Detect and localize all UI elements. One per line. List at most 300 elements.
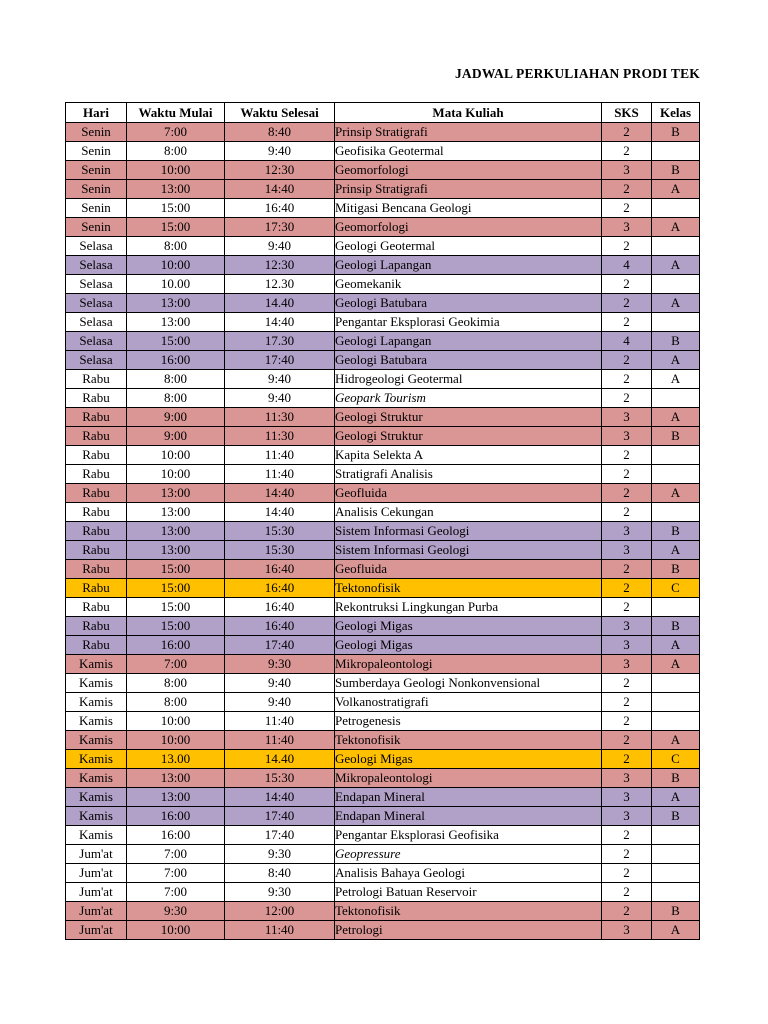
cell-hari: Kamis	[66, 826, 127, 845]
cell-sks: 3	[602, 161, 652, 180]
cell-waktu-mulai: 15:00	[127, 579, 225, 598]
cell-kelas: B	[652, 123, 700, 142]
cell-waktu-mulai: 13.00	[127, 750, 225, 769]
cell-kelas: B	[652, 522, 700, 541]
cell-hari: Kamis	[66, 731, 127, 750]
cell-mata-kuliah: Petrogenesis	[335, 712, 602, 731]
cell-mata-kuliah: Rekontruksi Lingkungan Purba	[335, 598, 602, 617]
cell-sks: 2	[602, 826, 652, 845]
table-row	[66, 617, 700, 636]
cell-waktu-mulai: 15:00	[127, 598, 225, 617]
cell-kelas	[652, 465, 700, 484]
header-kelas: Kelas	[652, 103, 700, 123]
cell-kelas: A	[652, 788, 700, 807]
cell-sks: 2	[602, 712, 652, 731]
cell-sks: 2	[602, 180, 652, 199]
cell-hari: Jum'at	[66, 883, 127, 902]
cell-waktu-selesai: 17:40	[225, 807, 335, 826]
cell-waktu-selesai: 9:40	[225, 389, 335, 408]
cell-mata-kuliah: Geologi Batubara	[335, 351, 602, 370]
table-row	[66, 712, 700, 731]
cell-waktu-selesai: 15:30	[225, 769, 335, 788]
cell-waktu-mulai: 7:00	[127, 845, 225, 864]
table-row	[66, 541, 700, 560]
cell-waktu-selesai: 11:30	[225, 427, 335, 446]
cell-hari: Rabu	[66, 541, 127, 560]
cell-waktu-selesai: 9:40	[225, 237, 335, 256]
cell-sks: 3	[602, 921, 652, 940]
cell-kelas: A	[652, 256, 700, 275]
cell-waktu-selesai: 14.40	[225, 294, 335, 313]
cell-sks: 3	[602, 636, 652, 655]
cell-waktu-mulai: 7:00	[127, 655, 225, 674]
cell-waktu-mulai: 10:00	[127, 465, 225, 484]
cell-kelas	[652, 199, 700, 218]
header-mata-kuliah: Mata Kuliah	[335, 103, 602, 123]
table-row	[66, 446, 700, 465]
cell-mata-kuliah: Volkanostratigrafi	[335, 693, 602, 712]
cell-mata-kuliah: Tektonofisik	[335, 902, 602, 921]
header-waktu-mulai: Waktu Mulai	[127, 103, 225, 123]
table-row	[66, 655, 700, 674]
cell-mata-kuliah: Geomorfologi	[335, 161, 602, 180]
cell-sks: 2	[602, 142, 652, 161]
table-row	[66, 826, 700, 845]
cell-waktu-mulai: 7:00	[127, 123, 225, 142]
cell-waktu-selesai: 16:40	[225, 617, 335, 636]
cell-waktu-selesai: 17:40	[225, 636, 335, 655]
cell-mata-kuliah: Geologi Lapangan	[335, 332, 602, 351]
cell-waktu-selesai: 9:30	[225, 845, 335, 864]
cell-waktu-selesai: 16:40	[225, 560, 335, 579]
cell-hari: Senin	[66, 142, 127, 161]
cell-sks: 2	[602, 313, 652, 332]
cell-sks: 3	[602, 218, 652, 237]
cell-waktu-selesai: 14:40	[225, 180, 335, 199]
cell-waktu-selesai: 15:30	[225, 541, 335, 560]
cell-kelas: B	[652, 427, 700, 446]
cell-hari: Jum'at	[66, 902, 127, 921]
cell-mata-kuliah: Geofluida	[335, 484, 602, 503]
cell-kelas: C	[652, 750, 700, 769]
cell-sks: 2	[602, 579, 652, 598]
cell-kelas	[652, 598, 700, 617]
cell-waktu-selesai: 16:40	[225, 579, 335, 598]
cell-hari: Rabu	[66, 579, 127, 598]
cell-sks: 2	[602, 465, 652, 484]
cell-kelas	[652, 237, 700, 256]
cell-waktu-mulai: 16:00	[127, 826, 225, 845]
cell-sks: 2	[602, 883, 652, 902]
cell-waktu-mulai: 15:00	[127, 560, 225, 579]
cell-hari: Kamis	[66, 674, 127, 693]
cell-hari: Rabu	[66, 370, 127, 389]
table-row	[66, 522, 700, 541]
cell-kelas	[652, 275, 700, 294]
cell-kelas	[652, 389, 700, 408]
cell-waktu-mulai: 15:00	[127, 617, 225, 636]
cell-sks: 2	[602, 389, 652, 408]
cell-sks: 2	[602, 693, 652, 712]
cell-waktu-mulai: 13:00	[127, 522, 225, 541]
cell-kelas	[652, 712, 700, 731]
cell-waktu-selesai: 9:40	[225, 370, 335, 389]
table-row	[66, 921, 700, 940]
cell-hari: Kamis	[66, 693, 127, 712]
cell-kelas	[652, 826, 700, 845]
cell-sks: 2	[602, 560, 652, 579]
cell-waktu-mulai: 16:00	[127, 807, 225, 826]
cell-waktu-mulai: 8:00	[127, 370, 225, 389]
cell-mata-kuliah: Hidrogeologi Geotermal	[335, 370, 602, 389]
cell-waktu-selesai: 9:40	[225, 142, 335, 161]
cell-kelas: B	[652, 617, 700, 636]
cell-hari: Selasa	[66, 332, 127, 351]
cell-kelas: A	[652, 636, 700, 655]
cell-mata-kuliah: Geomorfologi	[335, 218, 602, 237]
document-title: JADWAL PERKULIAHAN PRODI TEK	[454, 66, 700, 81]
cell-waktu-mulai: 10:00	[127, 921, 225, 940]
cell-mata-kuliah: Tektonofisik	[335, 731, 602, 750]
cell-mata-kuliah: Geologi Geotermal	[335, 237, 602, 256]
cell-sks: 3	[602, 522, 652, 541]
cell-sks: 3	[602, 655, 652, 674]
cell-waktu-selesai: 15:30	[225, 522, 335, 541]
cell-mata-kuliah: Prinsip Stratigrafi	[335, 180, 602, 199]
cell-mata-kuliah: Endapan Mineral	[335, 788, 602, 807]
cell-sks: 2	[602, 731, 652, 750]
cell-hari: Rabu	[66, 427, 127, 446]
cell-hari: Jum'at	[66, 921, 127, 940]
cell-kelas: A	[652, 655, 700, 674]
cell-hari: Rabu	[66, 446, 127, 465]
cell-waktu-selesai: 14:40	[225, 503, 335, 522]
cell-kelas: A	[652, 921, 700, 940]
table-row	[66, 750, 700, 769]
cell-kelas: A	[652, 294, 700, 313]
cell-kelas	[652, 446, 700, 465]
cell-mata-kuliah: Endapan Mineral	[335, 807, 602, 826]
cell-waktu-mulai: 9:00	[127, 427, 225, 446]
cell-mata-kuliah: Geopark Tourism	[335, 389, 602, 408]
cell-waktu-selesai: 17:30	[225, 218, 335, 237]
cell-sks: 2	[602, 598, 652, 617]
cell-mata-kuliah: Petrologi Batuan Reservoir	[335, 883, 602, 902]
cell-sks: 3	[602, 807, 652, 826]
cell-waktu-selesai: 11:40	[225, 465, 335, 484]
cell-kelas: B	[652, 332, 700, 351]
cell-mata-kuliah: Geofisika Geotermal	[335, 142, 602, 161]
table-row	[66, 237, 700, 256]
table-row	[66, 389, 700, 408]
table-row	[66, 142, 700, 161]
cell-waktu-mulai: 10:00	[127, 712, 225, 731]
table-row	[66, 294, 700, 313]
cell-waktu-selesai: 17:40	[225, 826, 335, 845]
table-row	[66, 123, 700, 142]
cell-sks: 2	[602, 370, 652, 389]
cell-hari: Kamis	[66, 807, 127, 826]
cell-mata-kuliah: Geologi Batubara	[335, 294, 602, 313]
cell-kelas: A	[652, 484, 700, 503]
cell-mata-kuliah: Geomekanik	[335, 275, 602, 294]
cell-waktu-mulai: 9:00	[127, 408, 225, 427]
table-row	[66, 807, 700, 826]
table-row	[66, 560, 700, 579]
cell-waktu-selesai: 9:40	[225, 674, 335, 693]
cell-waktu-selesai: 14.40	[225, 750, 335, 769]
cell-mata-kuliah: Pengantar Eksplorasi Geokimia	[335, 313, 602, 332]
cell-hari: Kamis	[66, 769, 127, 788]
cell-sks: 3	[602, 427, 652, 446]
table-row	[66, 256, 700, 275]
cell-mata-kuliah: Geologi Migas	[335, 617, 602, 636]
cell-waktu-selesai: 12:30	[225, 161, 335, 180]
cell-hari: Rabu	[66, 560, 127, 579]
cell-waktu-selesai: 14:40	[225, 313, 335, 332]
cell-mata-kuliah: Geologi Struktur	[335, 427, 602, 446]
cell-mata-kuliah: Analisis Bahaya Geologi	[335, 864, 602, 883]
cell-waktu-mulai: 13:00	[127, 180, 225, 199]
cell-sks: 3	[602, 541, 652, 560]
cell-mata-kuliah: Geologi Migas	[335, 636, 602, 655]
cell-hari: Kamis	[66, 655, 127, 674]
cell-waktu-mulai: 13:00	[127, 769, 225, 788]
table-row	[66, 864, 700, 883]
cell-sks: 2	[602, 503, 652, 522]
cell-mata-kuliah: Geopressure	[335, 845, 602, 864]
cell-sks: 2	[602, 750, 652, 769]
cell-hari: Senin	[66, 180, 127, 199]
cell-mata-kuliah: Sistem Informasi Geologi	[335, 541, 602, 560]
cell-waktu-mulai: 13:00	[127, 541, 225, 560]
cell-mata-kuliah: Tektonofisik	[335, 579, 602, 598]
cell-hari: Senin	[66, 199, 127, 218]
cell-kelas: B	[652, 902, 700, 921]
cell-hari: Senin	[66, 161, 127, 180]
cell-hari: Jum'at	[66, 845, 127, 864]
table-row	[66, 902, 700, 921]
cell-waktu-mulai: 15:00	[127, 332, 225, 351]
cell-waktu-mulai: 13:00	[127, 788, 225, 807]
cell-waktu-mulai: 10:00	[127, 256, 225, 275]
cell-kelas	[652, 883, 700, 902]
cell-kelas: C	[652, 579, 700, 598]
cell-hari: Senin	[66, 123, 127, 142]
cell-waktu-selesai: 16:40	[225, 598, 335, 617]
cell-waktu-selesai: 11:40	[225, 446, 335, 465]
cell-waktu-mulai: 8:00	[127, 693, 225, 712]
table-row	[66, 313, 700, 332]
cell-mata-kuliah: Sistem Informasi Geologi	[335, 522, 602, 541]
cell-waktu-mulai: 7:00	[127, 883, 225, 902]
cell-sks: 2	[602, 199, 652, 218]
cell-sks: 2	[602, 446, 652, 465]
table-row	[66, 579, 700, 598]
cell-mata-kuliah: Mikropaleontologi	[335, 655, 602, 674]
table-row	[66, 503, 700, 522]
table-row	[66, 465, 700, 484]
cell-hari: Kamis	[66, 750, 127, 769]
cell-mata-kuliah: Mitigasi Bencana Geologi	[335, 199, 602, 218]
cell-hari: Jum'at	[66, 864, 127, 883]
cell-waktu-selesai: 11:40	[225, 731, 335, 750]
table-row	[66, 693, 700, 712]
cell-sks: 2	[602, 845, 652, 864]
header-waktu-selesai: Waktu Selesai	[225, 103, 335, 123]
cell-hari: Selasa	[66, 294, 127, 313]
cell-waktu-mulai: 13:00	[127, 503, 225, 522]
cell-waktu-selesai: 8:40	[225, 123, 335, 142]
cell-mata-kuliah: Sumberdaya Geologi Nonkonvensional	[335, 674, 602, 693]
table-row	[66, 180, 700, 199]
header-sks: SKS	[602, 103, 652, 123]
cell-waktu-mulai: 10:00	[127, 446, 225, 465]
cell-waktu-mulai: 16:00	[127, 636, 225, 655]
cell-mata-kuliah: Geologi Struktur	[335, 408, 602, 427]
cell-sks: 3	[602, 769, 652, 788]
cell-kelas: A	[652, 731, 700, 750]
cell-kelas	[652, 142, 700, 161]
table-row	[66, 598, 700, 617]
cell-hari: Rabu	[66, 636, 127, 655]
cell-kelas	[652, 503, 700, 522]
cell-hari: Rabu	[66, 484, 127, 503]
table-header-row	[66, 103, 700, 123]
table-row	[66, 484, 700, 503]
header-hari: Hari	[66, 103, 127, 123]
cell-kelas	[652, 864, 700, 883]
cell-kelas: A	[652, 541, 700, 560]
cell-waktu-mulai: 13:00	[127, 294, 225, 313]
table-row	[66, 769, 700, 788]
cell-waktu-selesai: 9:40	[225, 693, 335, 712]
cell-waktu-selesai: 9:30	[225, 655, 335, 674]
cell-hari: Selasa	[66, 256, 127, 275]
cell-mata-kuliah: Geofluida	[335, 560, 602, 579]
cell-sks: 2	[602, 123, 652, 142]
cell-waktu-selesai: 17.30	[225, 332, 335, 351]
cell-mata-kuliah: Mikropaleontologi	[335, 769, 602, 788]
table-row	[66, 408, 700, 427]
cell-sks: 2	[602, 351, 652, 370]
cell-sks: 3	[602, 617, 652, 636]
table-row	[66, 845, 700, 864]
cell-waktu-selesai: 8:40	[225, 864, 335, 883]
cell-mata-kuliah: Prinsip Stratigrafi	[335, 123, 602, 142]
cell-mata-kuliah: Kapita Selekta A	[335, 446, 602, 465]
cell-hari: Rabu	[66, 389, 127, 408]
cell-waktu-selesai: 11:30	[225, 408, 335, 427]
cell-waktu-selesai: 12.30	[225, 275, 335, 294]
cell-kelas: A	[652, 408, 700, 427]
cell-mata-kuliah: Petrologi	[335, 921, 602, 940]
cell-waktu-mulai: 7:00	[127, 864, 225, 883]
cell-waktu-mulai: 13:00	[127, 313, 225, 332]
table-row	[66, 332, 700, 351]
cell-waktu-mulai: 8:00	[127, 142, 225, 161]
table-row	[66, 674, 700, 693]
cell-mata-kuliah: Analisis Cekungan	[335, 503, 602, 522]
cell-waktu-selesai: 14:40	[225, 788, 335, 807]
cell-sks: 4	[602, 332, 652, 351]
cell-waktu-mulai: 15:00	[127, 199, 225, 218]
cell-waktu-mulai: 16:00	[127, 351, 225, 370]
cell-waktu-mulai: 9:30	[127, 902, 225, 921]
cell-hari: Kamis	[66, 788, 127, 807]
cell-kelas	[652, 313, 700, 332]
cell-waktu-selesai: 14:40	[225, 484, 335, 503]
table-row	[66, 731, 700, 750]
cell-mata-kuliah: Geologi Migas	[335, 750, 602, 769]
cell-hari: Rabu	[66, 465, 127, 484]
cell-kelas: A	[652, 218, 700, 237]
cell-hari: Kamis	[66, 712, 127, 731]
cell-hari: Rabu	[66, 503, 127, 522]
cell-hari: Rabu	[66, 522, 127, 541]
cell-waktu-mulai: 8:00	[127, 389, 225, 408]
cell-waktu-mulai: 10:00	[127, 731, 225, 750]
cell-sks: 2	[602, 902, 652, 921]
cell-waktu-selesai: 17:40	[225, 351, 335, 370]
cell-waktu-selesai: 16:40	[225, 199, 335, 218]
cell-kelas: A	[652, 370, 700, 389]
table-row	[66, 351, 700, 370]
cell-hari: Selasa	[66, 275, 127, 294]
cell-kelas: B	[652, 807, 700, 826]
cell-mata-kuliah: Pengantar Eksplorasi Geofisika	[335, 826, 602, 845]
table-row	[66, 370, 700, 389]
cell-hari: Rabu	[66, 408, 127, 427]
table-row	[66, 199, 700, 218]
cell-kelas	[652, 693, 700, 712]
cell-sks: 2	[602, 674, 652, 693]
cell-waktu-selesai: 11:40	[225, 921, 335, 940]
cell-sks: 2	[602, 294, 652, 313]
schedule-table	[65, 102, 700, 940]
cell-kelas: B	[652, 161, 700, 180]
table-row	[66, 275, 700, 294]
cell-hari: Selasa	[66, 351, 127, 370]
table-row	[66, 427, 700, 446]
cell-kelas: B	[652, 560, 700, 579]
cell-waktu-mulai: 8:00	[127, 674, 225, 693]
cell-waktu-selesai: 12:00	[225, 902, 335, 921]
cell-mata-kuliah: Stratigrafi Analisis	[335, 465, 602, 484]
table-row	[66, 636, 700, 655]
cell-hari: Selasa	[66, 313, 127, 332]
cell-sks: 4	[602, 256, 652, 275]
cell-kelas: A	[652, 351, 700, 370]
cell-waktu-selesai: 11:40	[225, 712, 335, 731]
cell-mata-kuliah: Geologi Lapangan	[335, 256, 602, 275]
cell-sks: 2	[602, 237, 652, 256]
table-row	[66, 788, 700, 807]
cell-sks: 3	[602, 788, 652, 807]
cell-kelas	[652, 845, 700, 864]
cell-waktu-selesai: 9:30	[225, 883, 335, 902]
table-row	[66, 161, 700, 180]
cell-waktu-mulai: 10:00	[127, 161, 225, 180]
cell-sks: 2	[602, 484, 652, 503]
cell-sks: 2	[602, 275, 652, 294]
cell-waktu-mulai: 10.00	[127, 275, 225, 294]
schedule-body	[66, 123, 700, 940]
cell-hari: Selasa	[66, 237, 127, 256]
cell-sks: 2	[602, 864, 652, 883]
table-row	[66, 218, 700, 237]
cell-waktu-mulai: 8:00	[127, 237, 225, 256]
